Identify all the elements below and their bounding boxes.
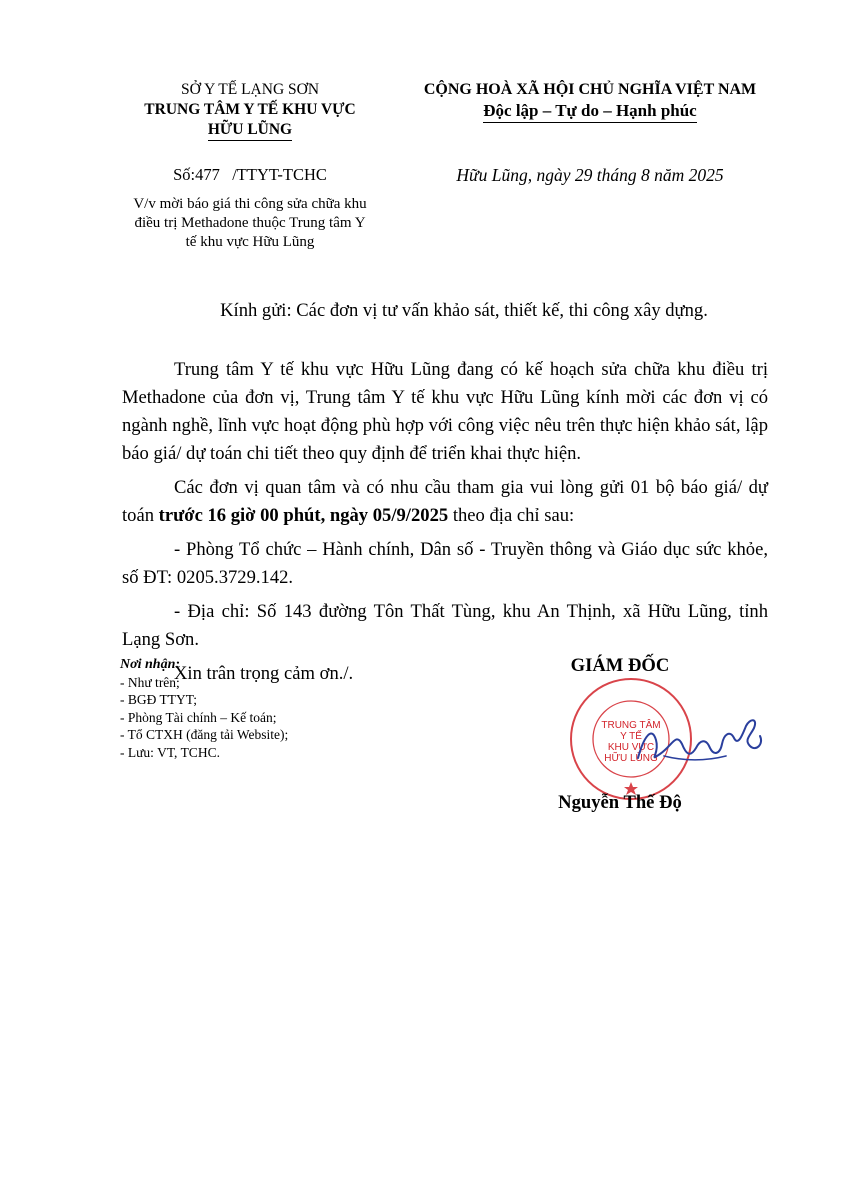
body-paragraph-1: Trung tâm Y tế khu vực Hữu Lũng đang có kế hoạch sửa chữa khu điều trị Methadone của đơn vị, Trung tâm Y tế khu vực Hữu Lũng kính mời các đơn vị có ngành nghề, lĩnh vực hoạt động phù hợp với công việc nêu trên thực hiện khảo sát, lập báo giá/ dự toán chi tiết theo quy định để triển khai thực hiện. (122, 359, 768, 464)
subject-line-3: tế khu vực Hữu Lũng (185, 234, 315, 250)
ministry-name: SỞ Y TẾ LẠNG SƠN (180, 81, 320, 98)
recipient-item: - BGĐ TTYT; (120, 692, 197, 708)
stamp-line-1: TRUNG TÂM (601, 720, 661, 731)
body-paragraph-4: - Địa chỉ: Số 143 đường Tôn Thất Tùng, khu An Thịnh, xã Hữu Lũng, tỉnh Lạng Sơn. (122, 601, 768, 650)
org-name-line2: HỮU LŨNG (208, 120, 292, 141)
signer-title: GIÁM ĐỐC (570, 655, 670, 676)
para2-post: theo địa chỉ sau: (448, 505, 575, 526)
body-paragraph-3: - Phòng Tổ chức – Hành chính, Dân số - Truyền thông và Giáo dục sức khỏe, số ĐT: 0205.3729.142. (122, 539, 768, 588)
doc-subject (100, 195, 400, 252)
recipient-item: - Lưu: VT, TCHC. (120, 744, 220, 760)
stamp-line-2: Y TẾ (620, 731, 642, 742)
org-name: TRUNG TÂM Y TẾ KHU VỰC (144, 101, 356, 118)
subject-line-2: điều trị Methadone thuộc Trung tâm Y (134, 215, 366, 231)
nation-title: CỘNG HOÀ XÃ HỘI CHỦ NGHĨA VIỆT NAM (423, 81, 757, 98)
body-paragraph-2 (122, 474, 768, 530)
para2-pre: Các đơn vị quan tâm và có nhu cầu tham gia vui lòng gửi 01 bộ báo giá/ dự toán (122, 477, 768, 526)
stamp-line-4: HỮU LŨNG (604, 753, 658, 764)
recipient-item: - Như trên; (120, 675, 180, 690)
handwritten-signature (630, 696, 770, 776)
recipients-title: Nơi nhận: (120, 657, 181, 672)
motto-wrap (400, 100, 780, 123)
header-right (400, 80, 780, 123)
header-left (100, 80, 400, 141)
org-name-underline-wrap (100, 120, 400, 141)
subject-line-1: V/v mời báo giá thi công sửa chữa khu (133, 196, 367, 212)
deadline: trước 16 giờ 00 phút, ngày 05/9/2025 (158, 505, 449, 526)
stamp-line-3: KHU VỰC (607, 742, 655, 753)
letter-body (122, 356, 768, 688)
recipient-item: - Tổ CTXH (đăng tải Website); (120, 727, 289, 743)
place-date: Hữu Lũng, ngày 29 tháng 8 năm 2025 (456, 165, 724, 185)
greeting: Kính gửi: Các đơn vị tư vấn khảo sát, thiết kế, thi công xây dựng. (220, 300, 708, 321)
recipients-list (120, 674, 420, 761)
recipient-item: - Phòng Tài chính – Kế toán; (120, 709, 277, 725)
signer-name: Nguyễn Thế Độ (558, 792, 682, 813)
doc-number: Số:477 /TTYT-TCHC (173, 165, 327, 184)
closing: Xin trân trọng cảm ơn./. (174, 663, 354, 684)
motto: Độc lập – Tự do – Hạnh phúc (483, 100, 696, 123)
recipients-block (120, 656, 420, 761)
